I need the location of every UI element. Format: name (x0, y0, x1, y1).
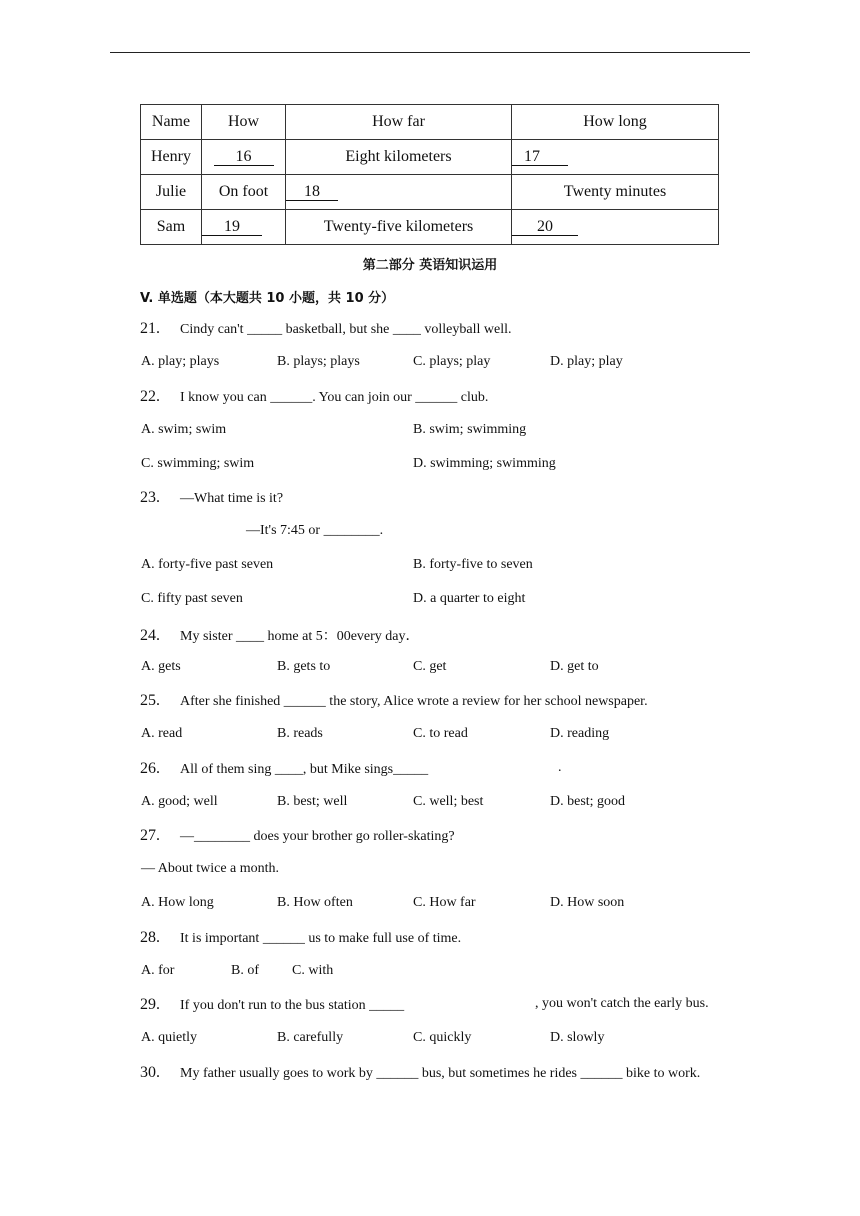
table-header-cell: How long (512, 105, 719, 140)
table-row (141, 175, 719, 210)
option: A. swim; swim (141, 422, 227, 437)
option: C. fifty past seven (141, 591, 243, 606)
option: D. best; good (550, 794, 626, 809)
question-27-reply: — About twice a month. (141, 861, 280, 876)
question-30 (140, 1064, 700, 1082)
table-cell: Henry (141, 140, 202, 175)
question-text: I know you can ______. You can join our ______ club. (180, 390, 489, 405)
question-26-end: . (558, 760, 562, 775)
question-27 (140, 827, 455, 845)
question-number: 24. (140, 627, 160, 644)
question-text: My sister ____ home at 5：00every day． (180, 629, 420, 644)
option: D. get to (550, 659, 599, 674)
option: A. for (141, 963, 175, 978)
blank-18: 18 (286, 184, 338, 201)
option: C. well; best (413, 794, 484, 809)
table-cell: Twenty minutes (512, 175, 719, 210)
table-header-cell: Name (141, 105, 202, 140)
question-24 (140, 625, 420, 645)
option: B. plays; plays (277, 354, 360, 369)
blank-16: 16 (214, 149, 274, 166)
option: A. forty-five past seven (141, 557, 274, 572)
question-23 (140, 489, 283, 507)
option: B. carefully (277, 1030, 344, 1045)
option: B. swim; swimming (413, 422, 527, 437)
table-cell: Eight kilometers (286, 140, 512, 175)
option: D. a quarter to eight (413, 591, 526, 606)
table-cell: Julie (141, 175, 202, 210)
question-text: —What time is it? (180, 491, 284, 506)
table-cell (512, 140, 719, 175)
header-rule (110, 52, 750, 53)
option: B. forty-five to seven (413, 557, 533, 572)
question-25 (140, 692, 648, 710)
option: D. How soon (550, 895, 625, 910)
blank-17: 17 (512, 149, 568, 166)
option: B. of (231, 963, 259, 978)
question-text: All of them sing ____, but Mike sings_____ (180, 762, 429, 777)
table-cell (286, 175, 512, 210)
option: D. slowly (550, 1030, 605, 1045)
question-number: 21. (140, 320, 160, 337)
table-header-cell: How far (286, 105, 512, 140)
option: C. to read (413, 726, 468, 741)
table-cell: Twenty-five kilometers (286, 210, 512, 245)
question-number: 27. (140, 827, 160, 844)
option: D. swimming; swimming (413, 456, 556, 471)
table-row (141, 210, 719, 245)
table-cell: Sam (141, 210, 202, 245)
option: A. read (141, 726, 183, 741)
option: D. play; play (550, 354, 623, 369)
question-number: 26. (140, 760, 160, 777)
option: B. gets to (277, 659, 331, 674)
option: D. reading (550, 726, 610, 741)
table-cell (202, 140, 286, 175)
table-cell: On foot (202, 175, 286, 210)
question-22 (140, 388, 488, 406)
option: A. quietly (141, 1030, 197, 1045)
option: A. good; well (141, 794, 218, 809)
section-title: 第二部分 英语知识运用 (362, 258, 498, 273)
option: C. How far (413, 895, 476, 910)
option: B. reads (277, 726, 323, 741)
question-29 (140, 996, 404, 1014)
question-26 (140, 760, 428, 778)
option: C. with (292, 963, 334, 978)
option: C. get (413, 659, 447, 674)
table-cell (202, 210, 286, 245)
travel-table (140, 104, 719, 245)
table-header-cell: How (202, 105, 286, 140)
blank-19: 19 (202, 219, 262, 236)
question-number: 22. (140, 388, 160, 405)
option: A. gets (141, 659, 181, 674)
question-number: 30. (140, 1064, 160, 1081)
question-text: After she finished ______ the story, Alice wrote a review for her school newspaper. (180, 694, 648, 709)
question-text: It is important ______ us to make full use of time. (180, 931, 462, 946)
table-cell (512, 210, 719, 245)
question-28 (140, 929, 461, 947)
blank-20: 20 (512, 219, 578, 236)
option: A. How long (141, 895, 214, 910)
question-text: My father usually goes to work by ______ bus, but sometimes he rides ______ bike to work. (180, 1066, 701, 1081)
question-number: 25. (140, 692, 160, 709)
option: B. How often (277, 895, 353, 910)
question-21 (140, 320, 511, 338)
question-header: V. 单选题（本大题共 10 小题，共 10 分） (140, 291, 395, 306)
option: C. swimming; swim (141, 456, 255, 471)
question-29-end: , you won't catch the early bus. (535, 996, 709, 1011)
option: C. plays; play (413, 354, 491, 369)
table-row (141, 140, 719, 175)
option: A. play; plays (141, 354, 220, 369)
question-number: 28. (140, 929, 160, 946)
question-text: Cindy can't _____ basketball, but she ____ volleyball well. (180, 322, 512, 337)
option: B. best; well (277, 794, 348, 809)
question-number: 23. (140, 489, 160, 506)
option: C. quickly (413, 1030, 472, 1045)
question-number: 29. (140, 996, 160, 1013)
table-header-row (141, 105, 719, 140)
question-text: —________ does your brother go roller-skating? (180, 829, 455, 844)
question-23-reply: —It's 7:45 or ________. (246, 523, 384, 538)
question-text: If you don't run to the bus station _____ (180, 998, 405, 1013)
